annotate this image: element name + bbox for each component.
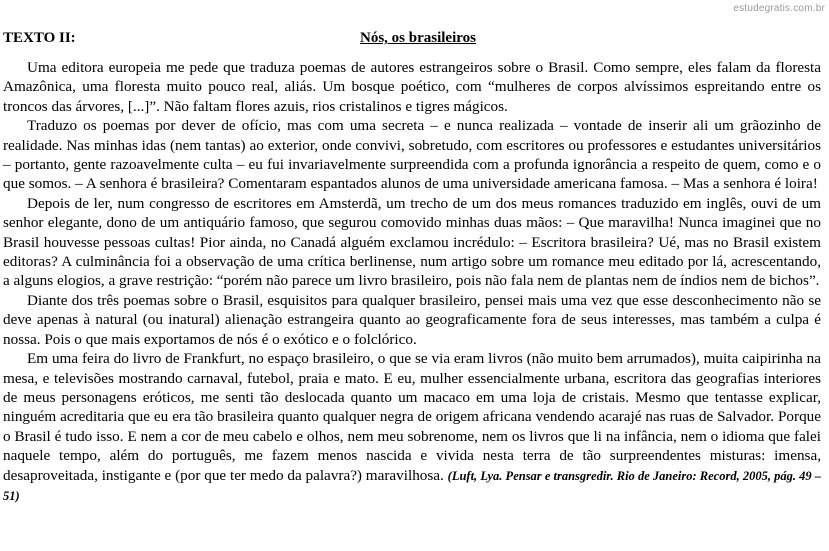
paragraph-2: Traduzo os poemas por dever de ofício, mas com uma secreta – e nunca realizada – vontade de inserir ali um grãozinho de realidade. Nas minhas idas (nem tantas) ao exterior, onde convivi, sobretudo, com escritores ou professores e estudantes universitários – portanto, gente razoavelmente culta – eu fui invariavelmente surpreendida com a profunda ignorância a respeito de quem, como e o que somos. – A senhora é brasileira? Comentaram espantados alunos de uma universidade americana famosa. – Mas a senhora é loira! [3,117,821,193]
source-citation: (Luft, Lya. Pensar e transgredir. Rio de Janeiro: Record, 2005, pág. 49 – 51) [3,468,822,503]
paragraph-3: Depois de ler, num congresso de escritores em Amsterdã, um trecho de um dos meus romances traduzido em inglês, ouvi de um senhor elegante, dono de um antiquário famoso, que segurou comovido minhas duas mãos: – Que maravilha! Nunca imaginei que no Brasil houvesse pessoas cultas! Pior ainda, no Canadá alguém exclamou incrédulo: – Escritora brasileira? Ué, mas no Brasil existem editoras? A culminância foi a observação de uma crítica berlinense, num artigo sobre um romance meu editado por lá, acrescentando, a alguns elogios, a grave restrição: “porém não parece um livro brasileiro, pois não fala nem de plantas nem de índios nem de bichos”. [3,194,821,290]
text-body [3,58,821,506]
text-header [3,30,821,50]
site-watermark: estudegratis.com.br [733,3,825,14]
paragraph-1: Uma editora europeia me pede que traduza poemas de autores estrangeiros sobre o Brasil. Como sempre, eles falam da floresta Amazônica, uma floresta muito pouco real, aliás. Um bosque poético, com “mulheres de corpos alvíssimos espreitando entre os troncos das árvores, [...]”. Não faltam flores azuis, rios cristalinos e tigres mágicos. [3,59,821,115]
text-label: TEXTO II: [3,30,76,46]
text-title: Nós, os brasileiros [360,30,476,46]
paragraph-5 [3,349,821,506]
paragraph-4: Diante dos três poemas sobre o Brasil, esquisitos para qualquer brasileiro, pensei mais uma vez que esse desconhecimento não se deve apenas à natural (ou inatural) alienação estrangeira quanto ao geograficamente fora de seus interesses, mas também a culpa é nossa. Pois o que mais exportamos de nós é o exótico e o folclórico. [3,291,821,348]
paragraph-5-text: Em uma feira do livro de Frankfurt, no espaço brasileiro, o que se via eram livros (não muito bem arrumados), muita caipirinha na mesa, e televisões mostrando carnaval, futebol, praia e mato. E eu, mulher essencialmente urbana, escritora das geografias interiores de meus personagens eróticos, me senti tão deslocada quanto um macaco em uma loja de cristais. Mesmo que tentasse explicar, ninguém acreditaria que eu era tão brasileira quanto qualquer negra de origem africana vendendo acarajé nas ruas de Salvador. Porque o Brasil é tudo isso. E nem a cor de meu cabelo e olhos, nem meu sobrenome, nem os livros que li na infância, nem o idioma que falei naquele tempo, além do português, me fazem menos nascida e vivida nesta terra de tão surpreendentes misturas: imensa, desaproveitada, instigante e (por que ter medo da palavra?) maravilhosa. [3,350,821,484]
